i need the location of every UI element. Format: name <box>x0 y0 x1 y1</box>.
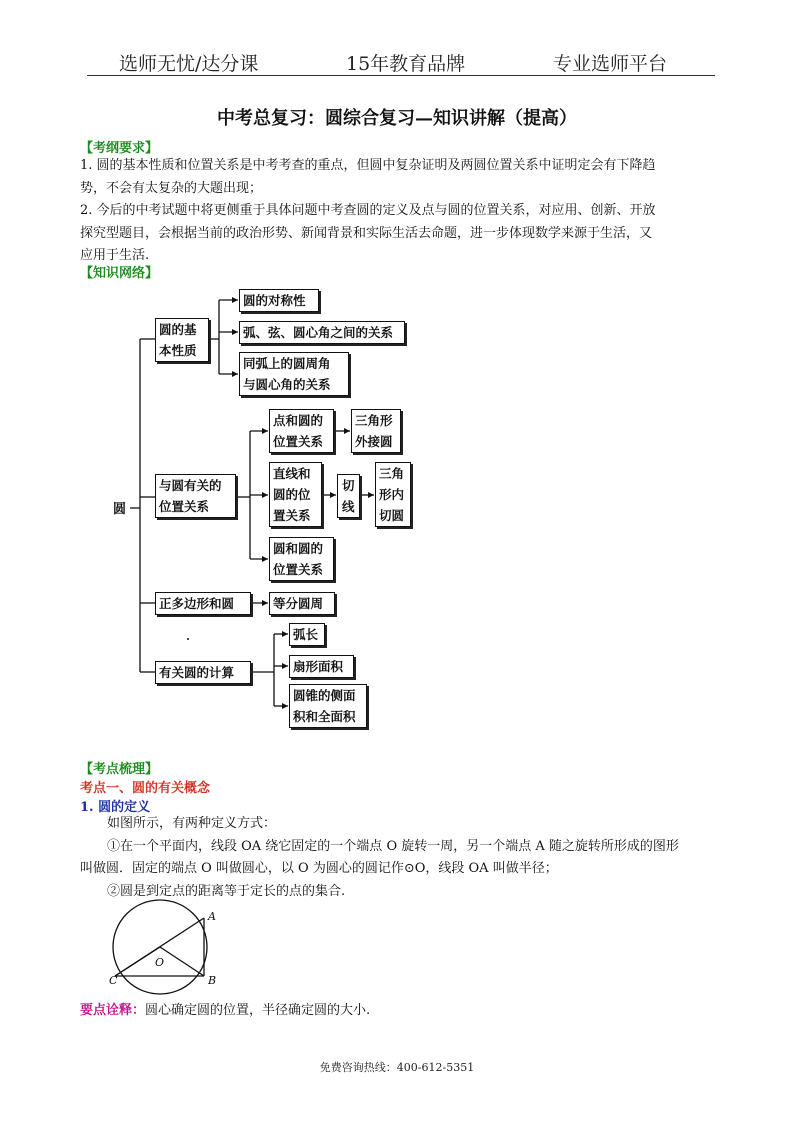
node-divide-circumference: 等分圆周 <box>269 592 335 615</box>
circle-definition-text <box>80 813 720 903</box>
kaogang-p2-line2: 探究型题目，会根据当前的政治形势、新闻背景和实际生活去命题，进一步体现数学来源于生活，又 <box>80 225 653 241</box>
circle-definition-heading: 1. 圆的定义 <box>80 800 151 815</box>
node-arc-chord-angle: 弧、弦、圆心角之间的关系 <box>239 321 405 344</box>
node-point-circle-line2: 位置关系 <box>273 434 324 449</box>
node-incircle <box>375 462 411 527</box>
node-circle-circle <box>269 537 334 581</box>
node-inscribed-central-angle <box>239 352 349 396</box>
definition-line3: 叫做圆．固定的端点 O 叫做圆心，以 O 为圆心的圆记作⊙O，线段 OA 叫做半径； <box>80 861 558 876</box>
header-center-text: 15年教育品牌 <box>346 53 466 75</box>
circle-figure <box>100 898 240 998</box>
node-basic-properties <box>155 318 209 362</box>
figure-label-c: C <box>109 974 118 987</box>
footer-hotline: 免费咨询热线：400-612-5351 <box>319 1061 475 1074</box>
node-basic-properties-line1: 圆的基 <box>159 322 197 337</box>
network-root-circle: 圆 <box>113 502 127 517</box>
node-cone-area <box>289 684 367 728</box>
definition-line1: 如图所示，有两种定义方式： <box>107 816 277 831</box>
kaogang-p1-line2: 势，不会有太复杂的大题出现； <box>80 180 263 196</box>
kaogang-p1-line1: 1. 圆的基本性质和位置关系是中考考查的重点，但圆中复杂证明及两圆位置关系中证明定会有下降趋 <box>80 158 656 173</box>
node-circle-circle-line2: 位置关系 <box>273 562 324 577</box>
key-note-text: 圆心确定圆的位置，半径确定圆的大小. <box>145 1003 371 1018</box>
figure-label-b: B <box>208 974 217 987</box>
node-symmetry: 圆的对称性 <box>239 289 319 312</box>
node-circumcircle-line2: 外接圆 <box>355 434 393 449</box>
node-circumcircle-line1: 三角形 <box>355 413 393 428</box>
node-tangent <box>337 474 360 518</box>
definition-line2: ①在一个平面内，线段 OA 绕它固定的一个端点 O 旋转一周，另一个端点 A 随之旋转所形成的图形 <box>107 838 679 854</box>
page-title: 中考总复习：圆综合复习—知识讲解（提高） <box>217 108 577 129</box>
node-position-relations <box>155 474 236 518</box>
node-point-circle <box>269 409 334 453</box>
node-sector-area: 扇形面积 <box>289 655 354 678</box>
node-incircle-line1: 三角 <box>379 466 405 481</box>
node-line-circle <box>269 462 322 527</box>
node-line-circle-line3: 置关系 <box>273 508 311 523</box>
node-cone-area-line1: 圆锥的侧面 <box>293 688 356 703</box>
node-basic-properties-line2: 本性质 <box>159 343 197 358</box>
node-point-circle-line1: 点和圆的 <box>273 413 324 428</box>
node-cone-area-line2: 积和全面积 <box>293 709 356 724</box>
node-arc-length: 弧长 <box>289 623 325 646</box>
kaogang-p2-line1: 2. 今后的中考试题中将更侧重于具体问题中考查圆的定义及点与圆的位置关系，对应用、创新、开放 <box>80 203 656 218</box>
key-note-label: 要点诠释： <box>80 1003 146 1018</box>
header-left-text: 选师无忧/达分课 <box>119 53 259 75</box>
node-position-line1: 与圆有关的 <box>159 478 222 493</box>
node-regular-polygon: 正多边形和圆 <box>155 592 251 615</box>
node-circle-circle-line1: 圆和圆的 <box>273 541 324 556</box>
node-circle-calculation: 有关圆的计算 <box>155 661 251 684</box>
network-heading: 【知识网络】 <box>80 266 159 281</box>
kaogang-heading: 【考纲要求】 <box>80 141 159 156</box>
node-inscribed-line2: 与圆心角的关系 <box>243 377 331 392</box>
node-line-circle-line2: 圆的位 <box>273 487 311 502</box>
node-tangent-line2: 线 <box>342 499 355 514</box>
node-position-line2: 位置关系 <box>159 499 210 514</box>
figure-label-o: O <box>155 956 165 969</box>
node-inscribed-line1: 同弧上的圆周角 <box>243 356 331 371</box>
kaodian-point1-heading: 考点一、圆的有关概念 <box>80 781 211 796</box>
key-note <box>80 1000 370 1023</box>
node-tangent-line1: 切 <box>342 478 355 493</box>
figure-label-a: A <box>208 910 216 923</box>
kaogang-p2-line3: 应用于生活. <box>80 248 150 263</box>
node-circumcircle <box>351 409 401 453</box>
header-right-text: 专业选师平台 <box>553 53 668 75</box>
kaodian-heading: 【考点梳理】 <box>80 762 159 777</box>
node-incircle-line2: 形内 <box>379 487 405 502</box>
definition-line4: ②圆是到定点的距离等于定长的点的集合. <box>107 883 346 899</box>
node-line-circle-line1: 直线和 <box>273 466 311 481</box>
node-incircle-line3: 切圆 <box>379 508 405 523</box>
